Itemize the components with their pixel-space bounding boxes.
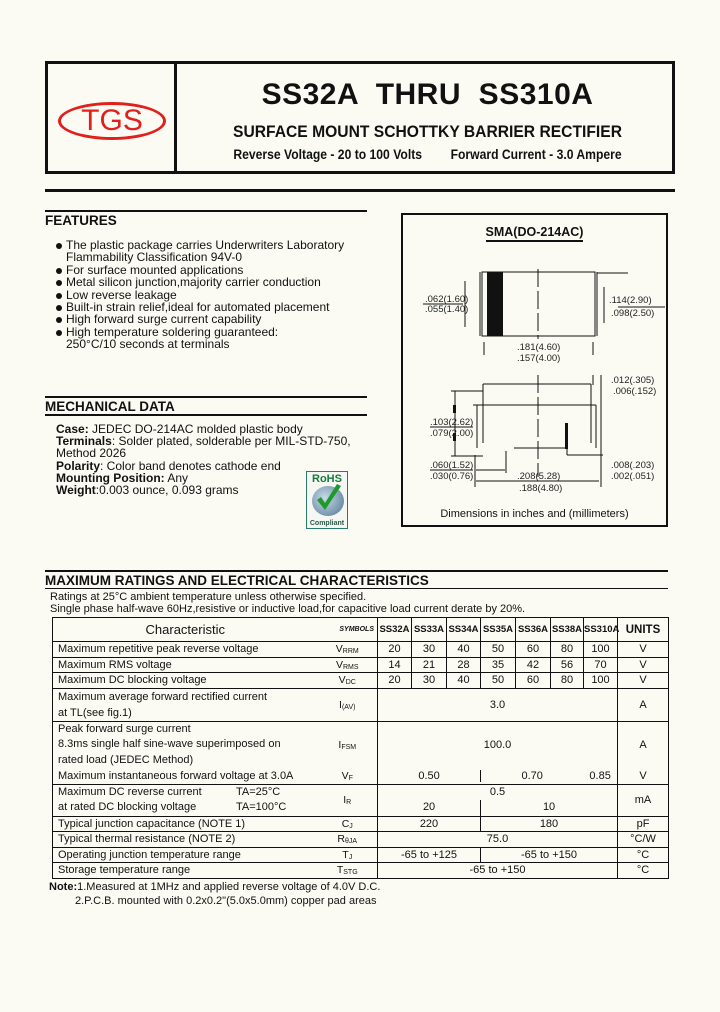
table-notes: Note:1.Measured at 1MHz and applied reverse voltage of 4.0V D.C. 2.P.C.B. mounted with 0.2x0.2"(5.0x5.0mm) copper pad areas xyxy=(49,881,381,907)
header-part: SS36A xyxy=(516,618,551,642)
svg-text:.006(.152): .006(.152) xyxy=(613,386,657,397)
table-row: Maximum instantaneous forward voltage at 3.0A $V_F$ 0.50 0.70 0.85 V xyxy=(53,768,669,784)
dimensions-caption: Dimensions in inches and (millimeters) xyxy=(440,508,629,520)
tgs-logo: TGS xyxy=(58,102,166,140)
table-row: Typical thermal resistance (NOTE 2) $R_{\theta JA}$ 75.0 °C/W xyxy=(53,832,669,848)
header-part: SS310A xyxy=(584,618,618,642)
reverse-voltage-spec: Reverse Voltage - 20 to 100 Volts xyxy=(233,147,423,162)
table-row: Maximum repetitive peak reverse voltage $V_{RRM}$ 20 30 40 50 60 80 100 V xyxy=(53,642,669,658)
mechanical-heading: MECHANICAL DATA xyxy=(45,396,367,416)
feature-item: The plastic package carries Underwriters Laboratory Flammability Classification 94V-0 xyxy=(55,239,375,264)
svg-text:.079(2.00): .079(2.00) xyxy=(430,428,474,439)
table-row: Operating junction temperature range $T_J$ -65 to +125 -65 to +150 °C xyxy=(53,847,669,863)
feature-item: Built-in strain relief,ideal for automated placement xyxy=(55,301,375,313)
checkmark-icon xyxy=(313,480,343,516)
svg-text:.181(4.60): .181(4.60) xyxy=(517,342,561,353)
forward-current-spec: Forward Current - 3.0 Ampere xyxy=(450,147,622,162)
table-row: Maximum DC blocking voltage $V_{DC}$ 20 30 40 50 60 80 100 V xyxy=(53,673,669,689)
header-box xyxy=(45,61,675,174)
svg-text:.030(0.76): .030(0.76) xyxy=(430,471,474,482)
svg-text:.103(2.62): .103(2.62) xyxy=(430,417,474,428)
svg-text:.060(1.52): .060(1.52) xyxy=(430,460,474,471)
header-divider xyxy=(45,189,675,192)
package-outline-diagram xyxy=(403,215,670,529)
feature-item: Metal silicon junction,majority carrier conduction xyxy=(55,276,375,288)
table-row: Maximum average forward rectified current at TL(see fig.1) $I_{(AV)}$ 3.0 A xyxy=(53,688,669,721)
svg-text:.098(2.50): .098(2.50) xyxy=(611,308,655,319)
table-header-row xyxy=(53,618,669,642)
header-part: SS33A xyxy=(412,618,447,642)
svg-text:.008(.203): .008(.203) xyxy=(611,460,655,471)
feature-item: For surface mounted applications xyxy=(55,264,375,276)
table-row: Storage temperature range $T_{STG}$ -65 to +150 °C xyxy=(53,863,669,879)
feature-item: Low reverse leakage xyxy=(55,289,375,301)
svg-text:.157(4.00): .157(4.00) xyxy=(517,353,561,364)
ratings-conditions: Ratings at 25°C ambient temperature unless otherwise specified. Single phase half-wave 60Hz,resistive or inductive load,for capacitive load current derate by 20%. xyxy=(50,591,526,615)
features-list xyxy=(55,239,375,351)
svg-text:.208(5.28): .208(5.28) xyxy=(517,471,561,482)
header-part: SS38A xyxy=(551,618,584,642)
rohs-badge: RoHS Compliant xyxy=(306,471,348,529)
feature-item: High temperature soldering guaranteed: 250°C/10 seconds at terminals xyxy=(55,326,375,351)
table-row: Peak forward surge current 8.3ms single half sine-wave superimposed on rated load (JEDEC Method) $I_{FSM}$ 100.0 A xyxy=(53,721,669,768)
header-characteristic: Characteristic xyxy=(53,618,318,642)
svg-text:.055(1.40): .055(1.40) xyxy=(425,304,469,315)
svg-text:.114(2.90): .114(2.90) xyxy=(609,295,652,306)
package-title: SMA(DO-214AC) xyxy=(486,225,584,242)
header-units: UNITS xyxy=(618,618,669,642)
svg-text:.002(.051): .002(.051) xyxy=(611,471,655,482)
header-symbols: SYMBOLS xyxy=(318,618,378,642)
header-part: SS32A xyxy=(378,618,412,642)
package-drawing xyxy=(401,213,668,527)
svg-text:.188(4.80): .188(4.80) xyxy=(519,483,563,494)
table-row: Maximum DC reverse current TA=25°C at rated DC blocking voltage TA=100°C $I_R$ 0.5 20 10 mA xyxy=(53,784,669,816)
ratings-table xyxy=(52,617,669,879)
svg-text:.012(.305): .012(.305) xyxy=(611,375,655,386)
spec-summary xyxy=(205,147,651,162)
svg-text:.062(1.60): .062(1.60) xyxy=(425,294,469,305)
logo-cell xyxy=(48,64,177,171)
feature-item: High forward surge current capability xyxy=(55,313,375,325)
cathode-band xyxy=(487,272,503,336)
table-row: Typical junction capacitance (NOTE 1) $C_J$ 220 180 pF xyxy=(53,816,669,832)
features-heading: FEATURES xyxy=(45,210,367,230)
table-row: Maximum RMS voltage $V_{RMS}$ 14 21 28 35 42 56 70 V xyxy=(53,657,669,673)
mechanical-data: Case: JEDEC DO-214AC molded plastic body Terminals: Solder plated, solderable per MIL-STD-750, Method 2026 Polarity: Color band denotes cathode end Mounting Position: Any Weight:0.003 ounce, 0.093 grams xyxy=(56,422,351,498)
ratings-heading: MAXIMUM RATINGS AND ELECTRICAL CHARACTERISTICS xyxy=(45,570,668,589)
header-part: SS35A xyxy=(481,618,516,642)
header-part: SS34A xyxy=(447,618,481,642)
document-title: SS32A THRU SS310A xyxy=(261,78,594,111)
document-subtitle: SURFACE MOUNT SCHOTTKY BARRIER RECTIFIER xyxy=(233,122,622,141)
